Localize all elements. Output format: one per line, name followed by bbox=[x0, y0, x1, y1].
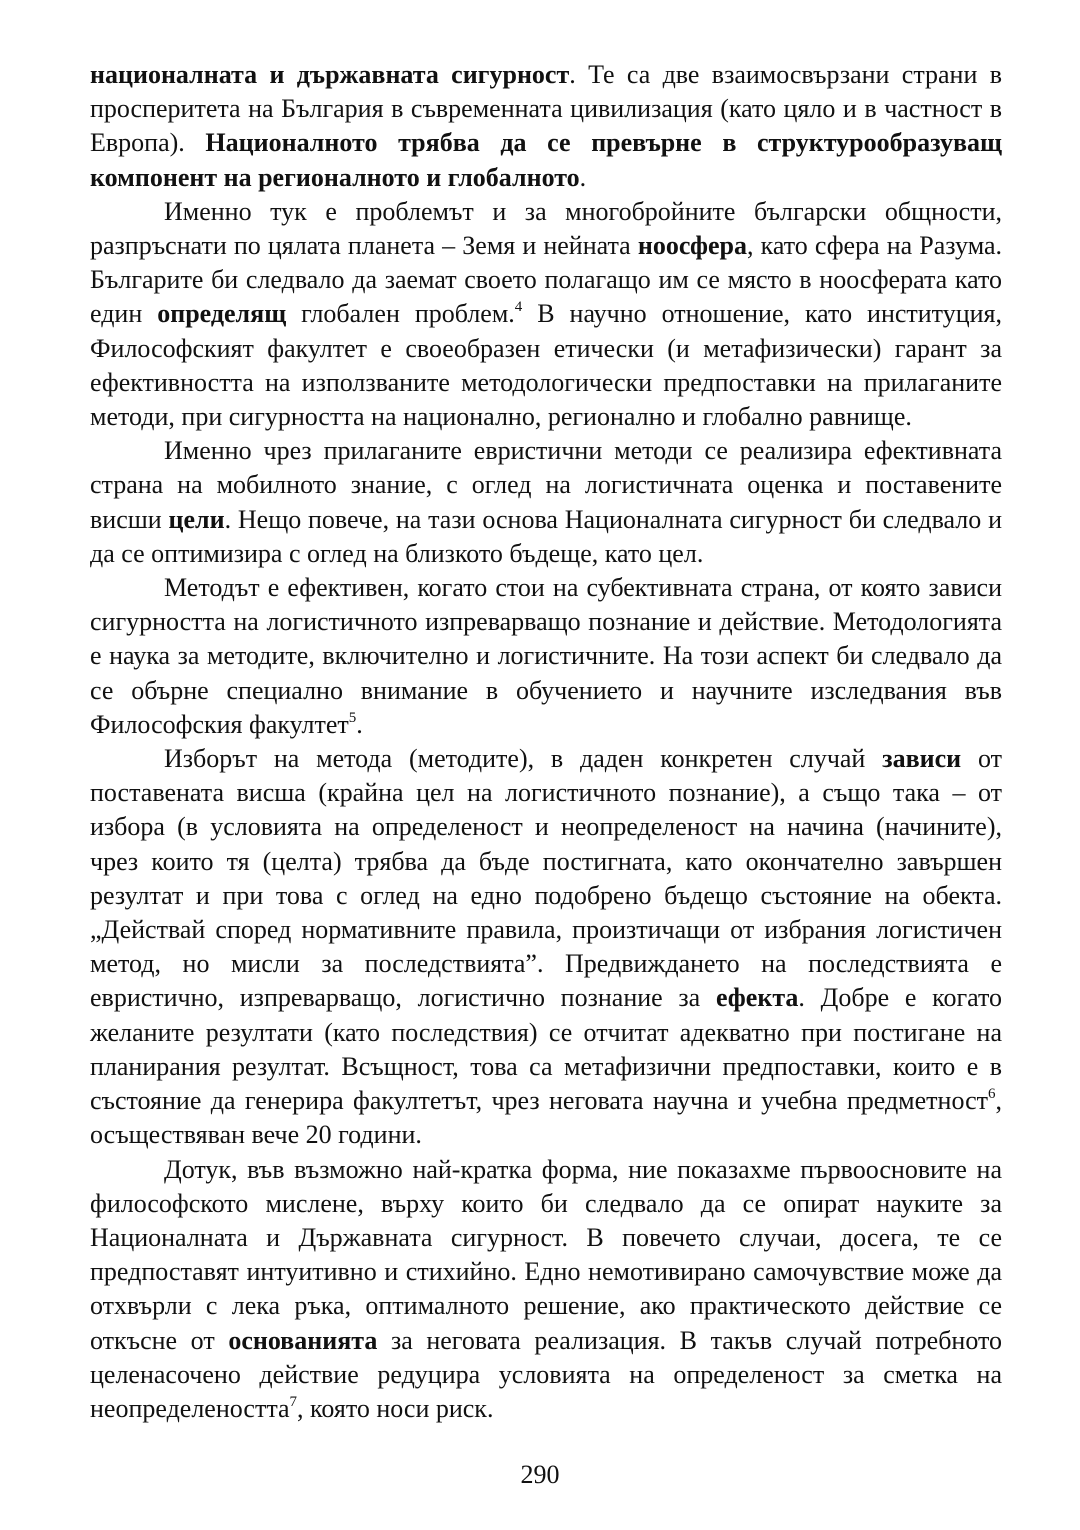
page-number: 290 bbox=[520, 1460, 560, 1489]
text-run: Методът е ефективен, когато стои на субективната страна, от която зависи сигурността на логистичното изпреварващо познание и действие. Методологията е наука за методите, включително и логистичните. На този аспект би следвало да се обърне специално внимание в обучението и научните изследвания във Философския факултет bbox=[90, 573, 1002, 739]
paragraph bbox=[90, 742, 1002, 1152]
text-run: , като сфера на Разума. Българите би следвало да заемат своето полагащо им се място в ноосферата като един bbox=[90, 231, 1003, 329]
page-body bbox=[90, 58, 1002, 1426]
text-run: . Нещо повече, на тази основа Националната сигурност би следвало и да се оптимизира с оглед на близкото бъдеще, като цел. bbox=[90, 504, 1002, 568]
text-run: Именно тук е проблемът и за многобройните български общности, разпръснати по цялата планета – Земя и нейната bbox=[90, 196, 1002, 261]
bold-text: цели bbox=[168, 504, 225, 534]
text-run: Дотук, във възможно най-кратка форма, ние показахме първоосновите на философското мислене, върху които би следвало да се опират науките за Националната и Държавната сигурност. В повечето случаи, досега, те се предпоставят интуитивно и стихийно. Едно немотивирано самочувствие може да отхвърли с лека ръка, оптималното решение, ако практическото действие се откъсне от bbox=[90, 1154, 1002, 1355]
text-run: , осъществяван вече 20 години. bbox=[90, 1086, 1002, 1150]
paragraph bbox=[90, 571, 1002, 742]
text-run: . Те са две взаимосвързани страни в просперитета на България в съвременната цивилизация (като цяло и в частност в Европа). bbox=[90, 60, 1002, 158]
text-run: В научно отношение, като институция, Философският факултет е своеобразен етически (и метафизически) гарант за ефективността на използваните методологически предпоставки на прилаганите методи, при сигурността на национално, регионално и глобално равнище. bbox=[90, 299, 1002, 432]
footnote-ref: 6 bbox=[988, 1086, 996, 1103]
text-run: , която носи риск. bbox=[297, 1393, 494, 1423]
footnote-ref: 5 bbox=[348, 709, 357, 726]
text-run: Изборът на метода (методите), в даден конкретен случай bbox=[164, 744, 883, 774]
bold-text: ноосфера bbox=[637, 231, 748, 261]
text-run: от поставената висша (крайна цел на логистичното познание), а също така – от избора (в условията на определеност и неопределеност на начина (начините), чрез които тя (целта) трябва да бъде постигната, като окончателно завършен резултат и при това с оглед на едно подобрено бъдещо състояние на обекта. „Действай според нормативните правила, произтичащи от избрания логистичен метод, но мисли за последствията”. Предвиждането на последствията е евристично, изпреварващо, логистично познание за bbox=[90, 744, 1002, 1013]
paragraph bbox=[90, 58, 1002, 195]
text-run: . bbox=[356, 709, 363, 739]
bold-text: ефекта bbox=[715, 983, 799, 1013]
footnote-ref: 7 bbox=[289, 1393, 298, 1410]
bold-text: определящ bbox=[157, 299, 287, 329]
footnote-ref: 4 bbox=[514, 299, 523, 316]
text-run: . bbox=[579, 162, 587, 192]
bold-text: основанията bbox=[228, 1325, 378, 1355]
text-run: глобален проблем. bbox=[286, 299, 515, 329]
bold-text: националната и държавната сигурност bbox=[90, 60, 570, 89]
text-run: . Добре е когато желаните резултати (като последствия) се отчитат адекватно при постигане на планирания резултат. Всъщност, това са метафизични предпоставки, които е в състояние да генерира факултетът, чрез неговата научна и учебна предметност bbox=[90, 983, 1003, 1116]
bold-text: зависи bbox=[882, 744, 962, 774]
text-run: за неговата реализация. В такъв случай потребното целенасочено действие редуцира условията на определеност за сметка на неопределеността bbox=[90, 1325, 1003, 1423]
paragraph bbox=[90, 195, 1002, 434]
paragraph bbox=[90, 434, 1002, 571]
bold-text: Националното трябва да се превърне в структурообразуващ компонент на регионалното и глобалното bbox=[90, 128, 1002, 192]
paragraph bbox=[90, 1153, 1002, 1427]
text-run: Именно чрез прилаганите евристични методи се реализира ефективната страна на мобилното знание, с оглед на логистичната оценка и поставените висши bbox=[90, 436, 1002, 534]
